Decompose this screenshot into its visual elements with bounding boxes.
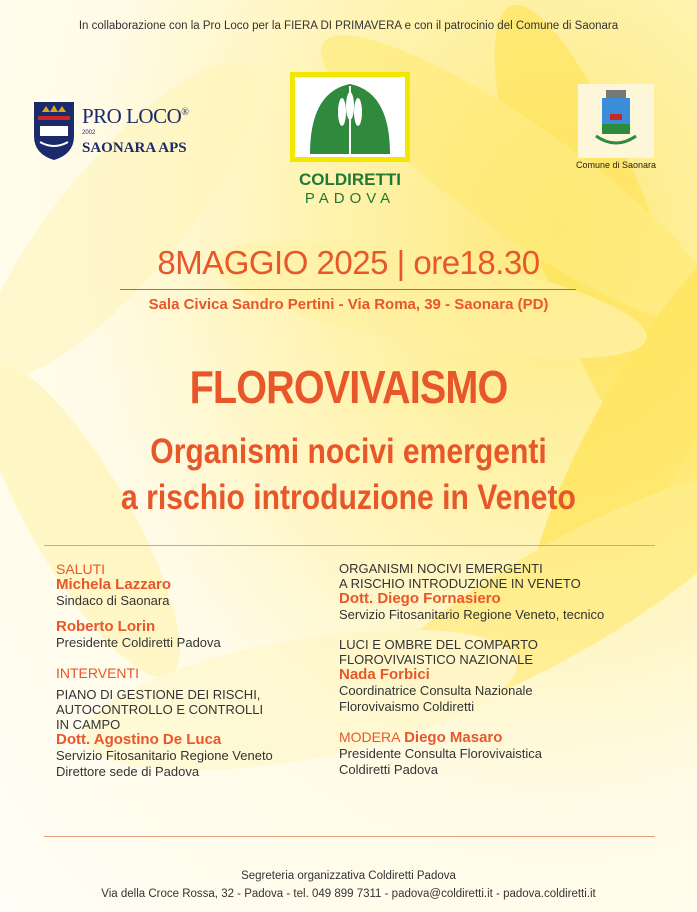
coldiretti-logo [290,72,410,212]
saluti-heading: SALUTI [56,561,106,577]
proloco-year: 2002 [82,130,96,136]
comune-label: Comune di Saonara [575,160,657,170]
talk-topic-line: FLOROVIVAISTICO NAZIONALE [339,652,534,667]
proloco-logo [32,98,192,164]
speaker-role: Servizio Fitosanitario Regione Veneto, tecnico [339,607,605,622]
talk-topic-line: PIANO DI GESTIONE DEI RISCHI, [56,687,261,702]
event-date: 8MAGGIO 2025 | ore18.30 [157,244,540,281]
date-underline [120,289,576,290]
coldiretti-name: COLDIRETTI [299,170,401,189]
coldiretti-city: PADOVA [304,190,396,207]
talk-topic-line: IN CAMPO [56,717,121,732]
event-subtitle-line1: Organismi nocivi emergenti [150,432,547,471]
speaker-name: Roberto Lorin [56,618,156,635]
speaker-name: Diego Masaro [404,729,503,746]
coldiretti-wheat-icon [290,72,410,162]
talk-topic-line: A RISCHIO INTRODUZIONE IN VENETO [339,576,581,591]
speaker-role: Coldiretti Padova [339,762,438,777]
collaboration-line: In collaborazione con la Pro Loco per la FIERA DI PRIMAVERA e con il patrocinio del Comune di Saonara [78,20,619,32]
comune-crest-icon [572,84,660,158]
event-title: FLOROVIVAISMO [189,361,508,413]
proloco-subtitle: SAONARA APS [82,140,187,156]
speaker-role: Direttore sede di Padova [56,764,200,779]
modera-label: MODERA [339,729,401,745]
speaker-role: Sindaco di Saonara [56,593,170,608]
talk-topic-line: LUCI E OMBRE DEL COMPARTO [339,637,538,652]
speaker-name: Dott. Agostino De Luca [56,731,222,748]
divider-top [44,545,655,546]
event-subtitle-line2: a rischio introduzione in Veneto [121,478,576,517]
moderator-line [339,729,659,746]
comune-logo [572,84,660,174]
talk-topic-line: AUTOCONTROLLO E CONTROLLI [56,702,264,717]
footer-contacts: Via della Croce Rossa, 32 - Padova - tel. 049 899 7311 - padova@coldiretti.it - padova.coldiretti.it [101,888,596,900]
speaker-role: Presidente Consulta Florovivaistica [339,746,543,761]
interventi-heading: INTERVENTI [56,665,139,681]
divider-bottom [44,836,655,837]
event-venue: Sala Civica Sandro Pertini - Via Roma, 39 - Saonara (PD) [148,296,549,313]
proloco-title: PRO LOCO® [82,104,189,128]
footer-organizer: Segreteria organizzativa Coldiretti Padova [241,870,456,882]
program-left-column [56,561,326,780]
proloco-shield-icon [32,100,76,162]
speaker-role: Coordinatrice Consulta Nazionale [339,683,533,698]
speaker-role: Presidente Coldiretti Padova [56,635,221,650]
speaker-role: Servizio Fitosanitario Regione Veneto [56,748,273,763]
speaker-name: Michela Lazzaro [56,576,172,593]
talk-topic-line: ORGANISMI NOCIVI EMERGENTI [339,561,543,576]
speaker-role: Florovivaismo Coldiretti [339,699,475,714]
speaker-name: Dott. Diego Fornasiero [339,590,501,607]
speaker-name: Nada Forbici [339,666,430,683]
program-right-column [339,561,659,778]
